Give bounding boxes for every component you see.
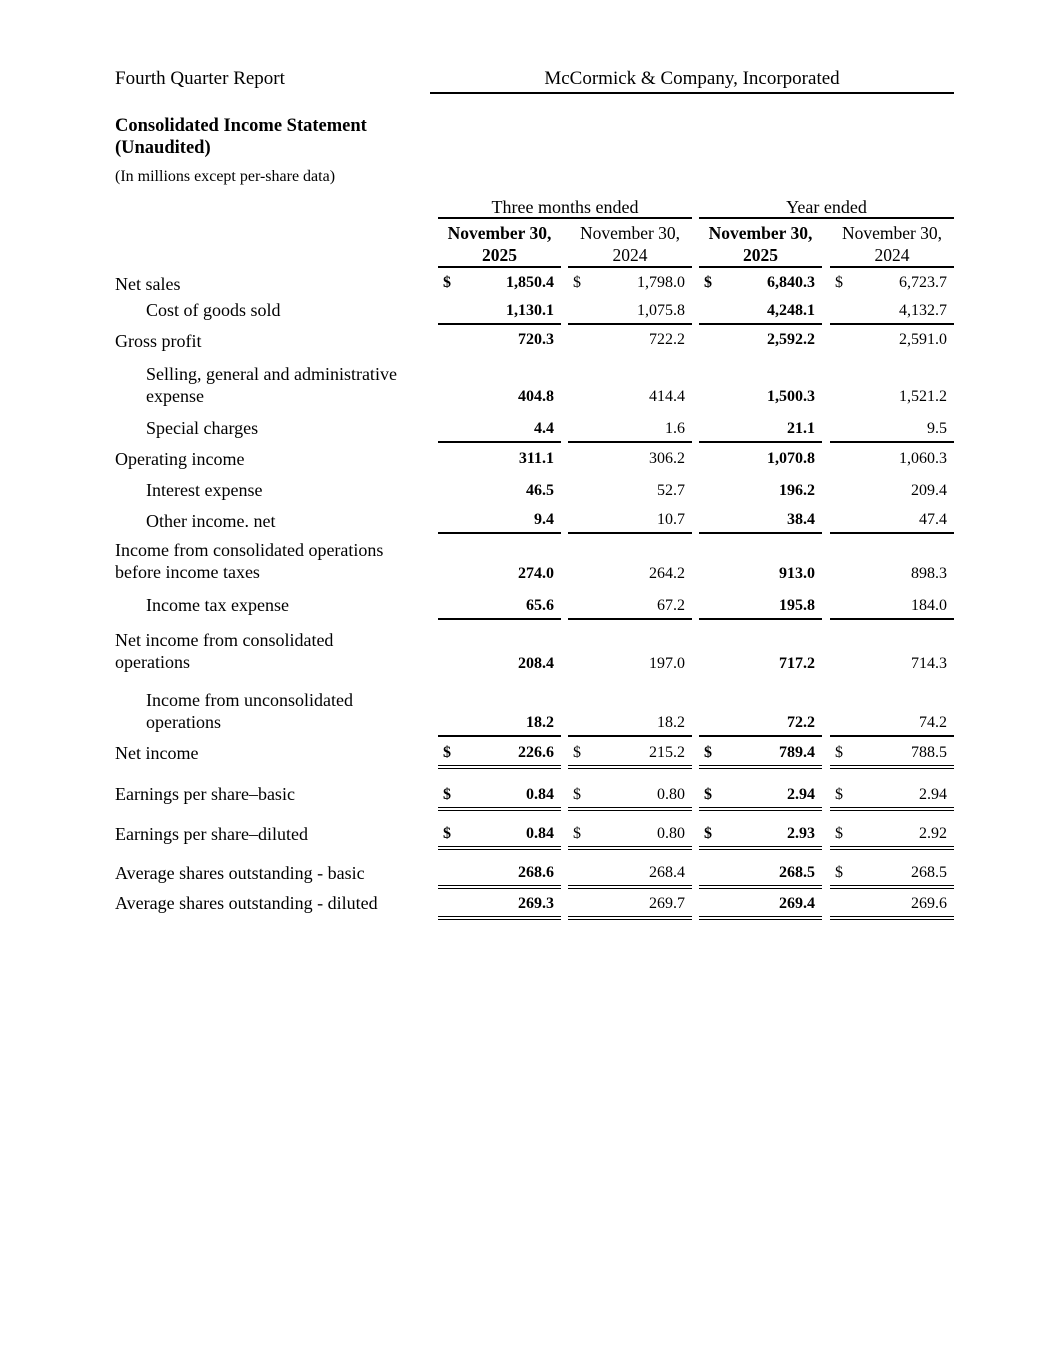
cell-value: 9.4 xyxy=(534,511,554,528)
table-cell xyxy=(568,822,692,850)
cell-value: 1,850.4 xyxy=(506,274,554,291)
row-label-line: Interest expense xyxy=(146,480,263,500)
table-cell xyxy=(830,741,954,769)
statement-subtitle: (In millions except per-share data) xyxy=(115,168,336,185)
table-cell xyxy=(568,861,692,889)
row-label xyxy=(146,417,258,439)
table-cell xyxy=(438,447,561,471)
table-cell xyxy=(568,562,692,586)
row-label xyxy=(115,629,333,673)
currency-symbol: $ xyxy=(443,786,451,803)
table-cell xyxy=(830,783,954,811)
table-cell xyxy=(830,892,954,920)
row-label-line: operations xyxy=(115,652,190,672)
cell-value: 208.4 xyxy=(518,655,554,672)
cell-value: 1,070.8 xyxy=(767,450,815,467)
row-label-line: Net sales xyxy=(115,274,181,294)
cell-value: 74.2 xyxy=(919,714,947,731)
currency-symbol: $ xyxy=(835,274,843,291)
row-label-line: Income tax expense xyxy=(146,595,289,615)
row-label-line: operations xyxy=(146,712,221,732)
table-cell xyxy=(830,562,954,586)
cell-value: 67.2 xyxy=(657,597,685,614)
cell-value: 18.2 xyxy=(657,714,685,731)
row-label xyxy=(115,539,383,583)
cell-value: 269.3 xyxy=(518,895,554,912)
cell-value: 1,798.0 xyxy=(637,274,685,291)
table-cell xyxy=(438,652,561,676)
cell-value: 47.4 xyxy=(919,511,947,528)
table-cell xyxy=(699,299,822,325)
cell-value: 6,840.3 xyxy=(767,274,815,291)
row-label-line: Cost of goods sold xyxy=(146,300,281,320)
table-cell xyxy=(699,328,822,352)
table-cell xyxy=(438,271,561,295)
currency-symbol: $ xyxy=(573,825,581,842)
cell-value: 38.4 xyxy=(787,511,815,528)
table-cell xyxy=(568,417,692,443)
cell-value: 264.2 xyxy=(649,565,685,582)
cell-value: 10.7 xyxy=(657,511,685,528)
column-header-fy-2024 xyxy=(830,222,954,268)
row-label-line: Average shares outstanding - basic xyxy=(115,863,365,883)
cell-value: 717.2 xyxy=(779,655,815,672)
table-cell xyxy=(830,508,954,534)
cell-value: 4,132.7 xyxy=(899,302,947,319)
period-year-ended: Year ended xyxy=(699,197,954,219)
cell-value: 311.1 xyxy=(518,450,554,467)
currency-symbol: $ xyxy=(704,786,712,803)
currency-symbol: $ xyxy=(835,825,843,842)
cell-value: 209.4 xyxy=(911,482,947,499)
table-cell xyxy=(568,385,692,409)
table-cell xyxy=(699,892,822,920)
row-label xyxy=(115,892,378,914)
row-label-line: Earnings per share–basic xyxy=(115,784,295,804)
column-header-line1: November 30, xyxy=(579,223,681,243)
currency-symbol: $ xyxy=(704,825,712,842)
cell-value: 46.5 xyxy=(526,482,554,499)
table-cell xyxy=(699,447,822,471)
cell-value: 2.94 xyxy=(787,786,815,803)
row-label xyxy=(115,448,244,470)
cell-value: 6,723.7 xyxy=(899,274,947,291)
row-label-line: expense xyxy=(146,386,204,406)
row-label-line: Earnings per share–diluted xyxy=(115,824,308,844)
table-cell xyxy=(830,385,954,409)
cell-value: 404.8 xyxy=(518,388,554,405)
table-cell xyxy=(568,271,692,295)
cell-value: 414.4 xyxy=(649,388,685,405)
statement-title-line2: (Unaudited) xyxy=(115,138,211,158)
cell-value: 269.4 xyxy=(779,895,815,912)
currency-symbol: $ xyxy=(443,744,451,761)
table-cell xyxy=(438,594,561,620)
table-cell xyxy=(830,271,954,295)
table-cell xyxy=(699,861,822,889)
table-cell xyxy=(438,385,561,409)
currency-symbol: $ xyxy=(835,786,843,803)
row-label xyxy=(115,862,365,884)
statement-title xyxy=(115,115,415,159)
cell-value: 1.6 xyxy=(665,420,685,437)
cell-value: 9.5 xyxy=(927,420,947,437)
row-label xyxy=(146,689,353,733)
cell-value: 72.2 xyxy=(787,714,815,731)
table-cell xyxy=(568,741,692,769)
company-name-header: McCormick & Company, Incorporated xyxy=(430,68,954,94)
currency-symbol: $ xyxy=(704,744,712,761)
cell-value: 268.5 xyxy=(911,864,947,881)
row-label xyxy=(115,742,198,764)
table-cell xyxy=(830,479,954,503)
report-header-left: Fourth Quarter Report xyxy=(115,68,285,89)
row-label xyxy=(115,783,295,805)
cell-value: 197.0 xyxy=(649,655,685,672)
table-cell xyxy=(830,652,954,676)
table-cell xyxy=(438,783,561,811)
table-cell xyxy=(568,711,692,737)
row-label xyxy=(115,273,180,295)
table-cell xyxy=(438,479,561,503)
cell-value: 1,521.2 xyxy=(899,388,947,405)
column-header-line2: 2024 xyxy=(612,245,648,265)
row-label-line: Income from consolidated operations xyxy=(115,540,384,560)
table-cell xyxy=(699,508,822,534)
row-label xyxy=(115,823,308,845)
table-cell xyxy=(568,594,692,620)
column-header-q4-2024 xyxy=(568,222,692,268)
cell-value: 0.84 xyxy=(526,786,554,803)
table-cell xyxy=(568,328,692,352)
table-cell xyxy=(699,594,822,620)
cell-value: 268.6 xyxy=(518,864,554,881)
cell-value: 2.93 xyxy=(787,825,815,842)
table-cell xyxy=(438,417,561,443)
cell-value: 269.6 xyxy=(911,895,947,912)
table-cell xyxy=(568,892,692,920)
cell-value: 2,592.2 xyxy=(767,331,815,348)
cell-value: 274.0 xyxy=(518,565,554,582)
table-cell xyxy=(438,822,561,850)
cell-value: 184.0 xyxy=(911,597,947,614)
row-label xyxy=(115,330,202,352)
row-label-line: Income from unconsolidated xyxy=(146,690,353,710)
currency-symbol: $ xyxy=(835,744,843,761)
table-cell xyxy=(699,741,822,769)
table-cell xyxy=(699,271,822,295)
row-label xyxy=(146,510,275,532)
table-cell xyxy=(699,711,822,737)
table-cell xyxy=(438,562,561,586)
table-cell xyxy=(568,299,692,325)
currency-symbol: $ xyxy=(443,825,451,842)
cell-value: 913.0 xyxy=(779,565,815,582)
cell-value: 2.94 xyxy=(919,786,947,803)
cell-value: 65.6 xyxy=(526,597,554,614)
row-label xyxy=(146,299,281,321)
cell-value: 268.5 xyxy=(779,864,815,881)
cell-value: 195.8 xyxy=(779,597,815,614)
table-cell xyxy=(568,479,692,503)
table-cell xyxy=(830,328,954,352)
table-cell xyxy=(830,822,954,850)
cell-value: 722.2 xyxy=(649,331,685,348)
row-label-line: Average shares outstanding - diluted xyxy=(115,893,378,913)
table-cell xyxy=(438,508,561,534)
cell-value: 18.2 xyxy=(526,714,554,731)
statement-title-line1: Consolidated Income Statement xyxy=(115,116,367,136)
column-header-line1: November 30, xyxy=(708,223,813,243)
column-header-line2: 2025 xyxy=(482,245,517,265)
cell-value: 306.2 xyxy=(649,450,685,467)
table-cell xyxy=(438,861,561,889)
table-cell xyxy=(699,385,822,409)
row-label xyxy=(146,363,397,407)
table-cell xyxy=(568,508,692,534)
cell-value: 788.5 xyxy=(911,744,947,761)
cell-value: 789.4 xyxy=(779,744,815,761)
table-cell xyxy=(830,594,954,620)
cell-value: 1,060.3 xyxy=(899,450,947,467)
row-label-line: Net income from consolidated xyxy=(115,630,334,650)
column-header-line2: 2025 xyxy=(743,245,778,265)
table-cell xyxy=(830,861,954,889)
cell-value: 4,248.1 xyxy=(767,302,815,319)
row-label-line: Gross profit xyxy=(115,331,202,351)
table-cell xyxy=(699,479,822,503)
cell-value: 0.80 xyxy=(657,786,685,803)
cell-value: 1,500.3 xyxy=(767,388,815,405)
period-three-months: Three months ended xyxy=(438,197,692,219)
cell-value: 1,130.1 xyxy=(506,302,554,319)
column-header-line2: 2024 xyxy=(874,245,910,265)
cell-value: 52.7 xyxy=(657,482,685,499)
cell-value: 720.3 xyxy=(518,331,554,348)
column-header-fy-2025 xyxy=(699,222,822,268)
currency-symbol: $ xyxy=(573,744,581,761)
row-label-line: before income taxes xyxy=(115,562,260,582)
table-cell xyxy=(699,822,822,850)
row-label-line: Net income xyxy=(115,743,199,763)
table-cell xyxy=(699,417,822,443)
row-label-line: Other income. net xyxy=(146,511,276,531)
table-cell xyxy=(699,783,822,811)
cell-value: 4.4 xyxy=(534,420,554,437)
cell-value: 226.6 xyxy=(518,744,554,761)
table-cell xyxy=(438,711,561,737)
table-cell xyxy=(438,741,561,769)
currency-symbol: $ xyxy=(443,274,451,291)
cell-value: 898.3 xyxy=(911,565,947,582)
cell-value: 269.7 xyxy=(649,895,685,912)
column-header-line1: November 30, xyxy=(447,223,552,243)
table-cell xyxy=(438,328,561,352)
table-cell xyxy=(438,299,561,325)
table-cell xyxy=(830,417,954,443)
cell-value: 714.3 xyxy=(911,655,947,672)
cell-value: 0.80 xyxy=(657,825,685,842)
cell-value: 215.2 xyxy=(649,744,685,761)
table-cell xyxy=(830,711,954,737)
currency-symbol: $ xyxy=(704,274,712,291)
table-cell xyxy=(568,652,692,676)
table-cell xyxy=(699,652,822,676)
table-cell xyxy=(568,447,692,471)
cell-value: 1,075.8 xyxy=(637,302,685,319)
row-label-line: Operating income xyxy=(115,449,245,469)
column-header-line1: November 30, xyxy=(841,223,943,243)
cell-value: 2.92 xyxy=(919,825,947,842)
cell-value: 2,591.0 xyxy=(899,331,947,348)
table-cell xyxy=(568,783,692,811)
table-cell xyxy=(830,299,954,325)
row-label-line: Special charges xyxy=(146,418,259,438)
currency-symbol: $ xyxy=(573,274,581,291)
table-cell xyxy=(830,447,954,471)
cell-value: 21.1 xyxy=(787,420,815,437)
cell-value: 268.4 xyxy=(649,864,685,881)
cell-value: 0.84 xyxy=(526,825,554,842)
row-label xyxy=(146,479,262,501)
row-label xyxy=(146,594,289,616)
cell-value: 196.2 xyxy=(779,482,815,499)
table-cell xyxy=(438,892,561,920)
column-header-q4-2025 xyxy=(438,222,561,268)
table-cell xyxy=(699,562,822,586)
row-label-line: Selling, general and administrative xyxy=(146,364,397,384)
currency-symbol: $ xyxy=(835,864,843,881)
currency-symbol: $ xyxy=(573,786,581,803)
